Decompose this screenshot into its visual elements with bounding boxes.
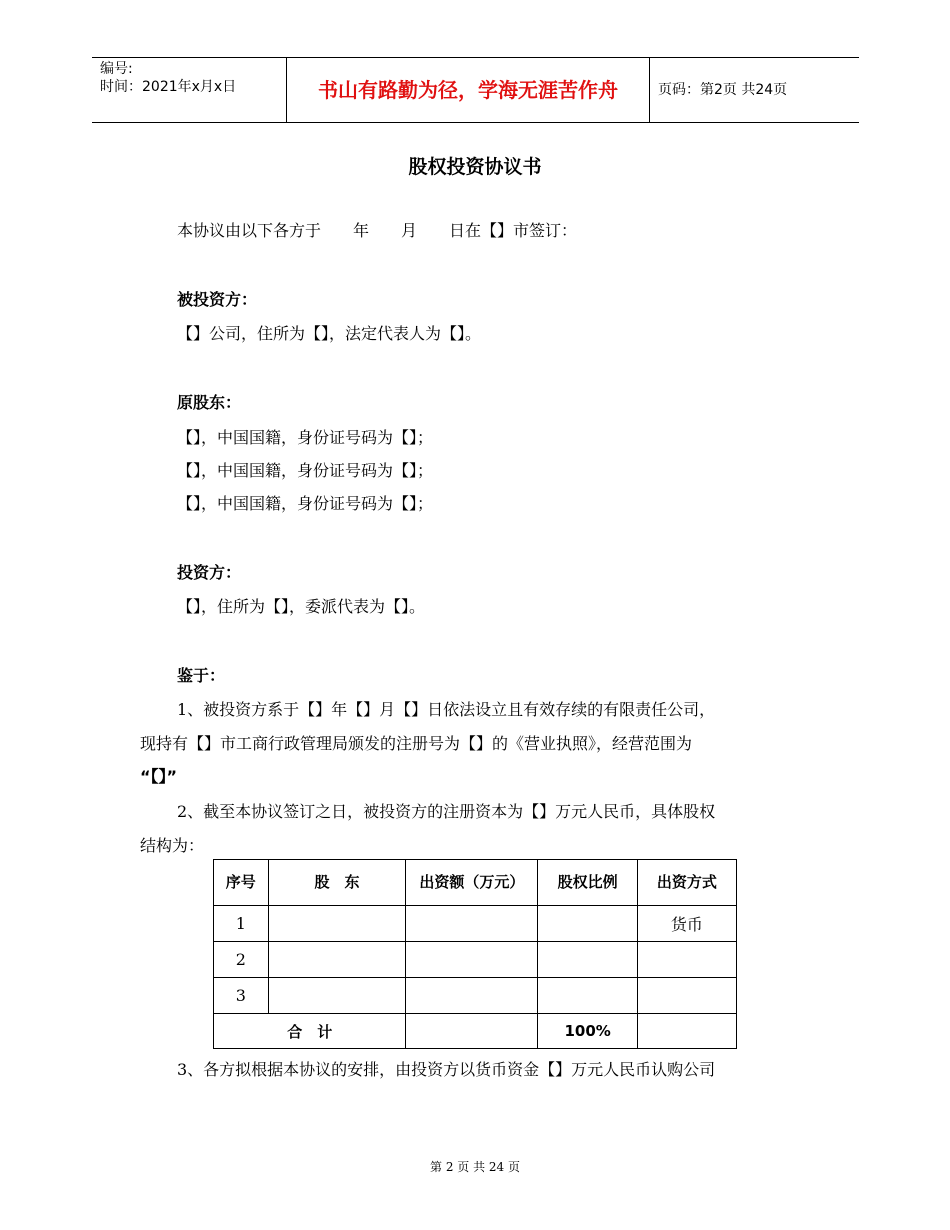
clause-2-line-1: 2、截至本协议签订之日，被投资方的注册资本为【】万元人民币，具体股权 — [177, 802, 716, 821]
clause-1-line-1: 1、被投资方系于【】年【】月【】日依法设立且有效存续的有限责任公司， — [177, 700, 716, 719]
method-cell — [637, 978, 736, 1014]
amount-cell — [406, 978, 538, 1014]
col-header-ratio: 股权比例 — [538, 860, 637, 906]
col-header-no: 序号 — [214, 860, 269, 906]
ratio-cell — [538, 978, 637, 1014]
shareholder-cell — [268, 978, 406, 1014]
clause-3-line-1: 3、各方拟根据本协议的安排，由投资方以货币资金【】万元人民币认购公司 — [177, 1060, 716, 1079]
clause-1-line-3: “【】” — [140, 767, 178, 786]
amount-cell — [406, 906, 538, 942]
row-number: 2 — [214, 942, 269, 978]
document-time: 时间：2021年x月x日 — [100, 79, 237, 95]
ratio-cell — [538, 942, 637, 978]
method-cell: 货币 — [637, 906, 736, 942]
equity-structure-table — [213, 859, 737, 1049]
shareholder-line-3: 【】，中国国籍，身份证号码为【】； — [177, 494, 434, 513]
header-page-info: 页码：第2页 共24页 — [658, 82, 788, 98]
clause-2-line-2: 结构为： — [140, 836, 205, 855]
document-number-label: 编号: — [100, 61, 133, 77]
col-header-amount: 出资额（万元） — [406, 860, 538, 906]
table-header-row — [214, 860, 737, 906]
header-meta — [92, 58, 286, 122]
page-footer: 第 2 页 共 24 页 — [430, 1160, 520, 1174]
clause-1-line-2: 现持有【】市工商行政管理局颁发的注册号为【】的《营业执照》，经营范围为 — [140, 734, 693, 753]
total-amount-cell — [406, 1014, 538, 1049]
amount-cell — [406, 942, 538, 978]
investee-text: 【】公司，住所为【】，法定代表人为【】。 — [177, 324, 482, 343]
shareholder-line-2: 【】，中国国籍，身份证号码为【】； — [177, 461, 434, 480]
shareholder-line-1: 【】，中国国籍，身份证号码为【】； — [177, 428, 434, 447]
page-header — [92, 57, 859, 123]
row-number: 1 — [214, 906, 269, 942]
table-total-row — [214, 1014, 737, 1049]
ratio-cell — [538, 906, 637, 942]
investor-heading: 投资方： — [177, 563, 242, 582]
header-motto: 书山有路勤为径，学海无涯苦作舟 — [286, 58, 650, 122]
intro-paragraph: 本协议由以下各方于 年 月 日在【】市签订： — [177, 221, 578, 240]
shareholders-heading: 原股东： — [177, 393, 242, 412]
shareholder-cell — [268, 906, 406, 942]
table-row — [214, 906, 737, 942]
document-title: 股权投资协议书 — [408, 156, 542, 178]
col-header-method: 出资方式 — [637, 860, 736, 906]
total-label: 合 计 — [214, 1014, 406, 1049]
investor-text: 【】，住所为【】，委派代表为【】。 — [177, 597, 426, 616]
row-number: 3 — [214, 978, 269, 1014]
table-row — [214, 978, 737, 1014]
investee-heading: 被投资方： — [177, 290, 258, 309]
table-row — [214, 942, 737, 978]
total-ratio: 100% — [538, 1014, 637, 1049]
shareholder-cell — [268, 942, 406, 978]
col-header-shareholder: 股 东 — [268, 860, 406, 906]
whereas-heading: 鉴于： — [177, 666, 226, 685]
method-cell — [637, 942, 736, 978]
total-method-cell — [637, 1014, 736, 1049]
